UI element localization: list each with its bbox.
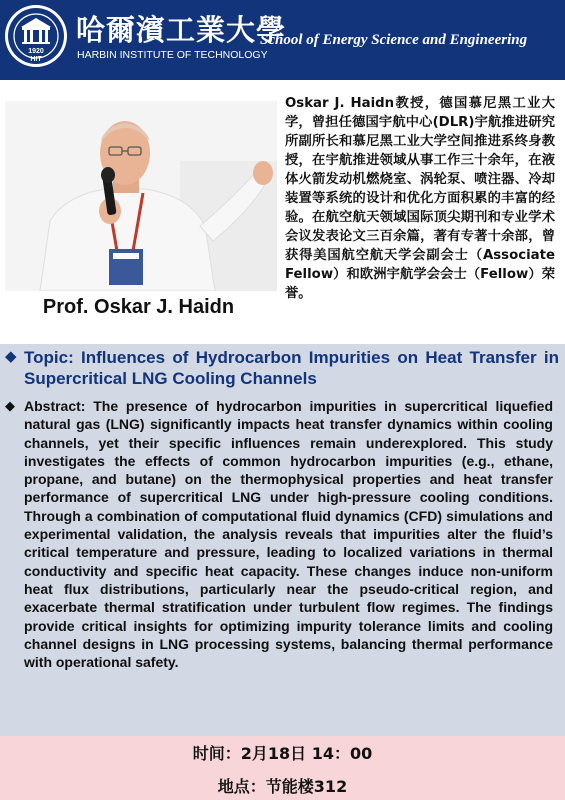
university-name-english: HARBIN INSTITUTE OF TECHNOLOGY — [77, 49, 268, 61]
talk-content — [0, 344, 565, 736]
header-banner — [0, 0, 565, 80]
diamond-bullet-icon: ◆ — [5, 399, 15, 414]
event-place: 地点：节能楼312 — [217, 777, 348, 796]
event-info — [0, 736, 565, 800]
speaker-photo — [5, 101, 277, 291]
event-time: 时间：2月18日 14：00 — [192, 744, 373, 763]
logo-letters: HIT — [30, 56, 42, 63]
speaker-profile — [0, 80, 565, 344]
hit-emblem-icon — [3, 3, 69, 69]
school-name: School of Energy Science and Engineering — [260, 32, 528, 48]
logo-year: 1920 — [28, 48, 44, 55]
university-name-chinese: 哈爾濱工業大學 — [76, 13, 287, 47]
talk-abstract: Abstract: The presence of hydrocarbon impurities in supercritical liquefied natural gas (LNG) significantly impacts heat transfer dynamics within cooling channels, yet their specific influences remain underexplored. This study investigates the effects of common hydrocarbon impurities (e.g., ethane, propane, and butane) on the thermophysical properties and heat transfer performance of supercritical LNG under high-pressure cooling conditions. Through a combination of computational fluid dynamics (CFD) simulations and experimental validation, the analysis reveals that impurities alter the fluid’s critical temperature and pressure, leading to localized variations in thermal conductivity and specific heat capacity. These changes induce non-uniform heat flux distributions, particularly near the pseudo-critical region, and exacerbate thermal stratification under turbulent flow regimes. The findings provide critical insights for optimizing impurity tolerance limits and cooling channel designs in LNG processing systems, balancing thermal performance with operational safety. — [24, 398, 553, 671]
talk-topic: Topic: Influences of Hydrocarbon Impurities on Heat Transfer in Supercritical LNG Cooling Channels — [24, 348, 559, 388]
diamond-bullet-icon: ◆ — [5, 347, 17, 365]
speaker-bio: Oskar J. Haidn教授，德国慕尼黑工业大学，曾担任德国宇航中心(DLR)宇航推进研究所副所长和慕尼黑工业大学空间推进系终身教授，在宇航推进领域从事工作三十余年，在液体火箭发动机燃烧室、涡轮泵、喷注器、冷却装置等系统的设计和优化方面积累的丰富的经验。在航空航天领域国际顶尖期刊和专业学术会议发表论文三百余篇，著有专著十余部，曾获得美国航空航天学会副会士（Associate Fellow）和欧洲宇航学会会士（Fellow）荣誉。 — [285, 96, 555, 301]
speaker-name: Prof. Oskar J. Haidn — [42, 296, 235, 318]
speaker-portrait — [5, 101, 277, 291]
